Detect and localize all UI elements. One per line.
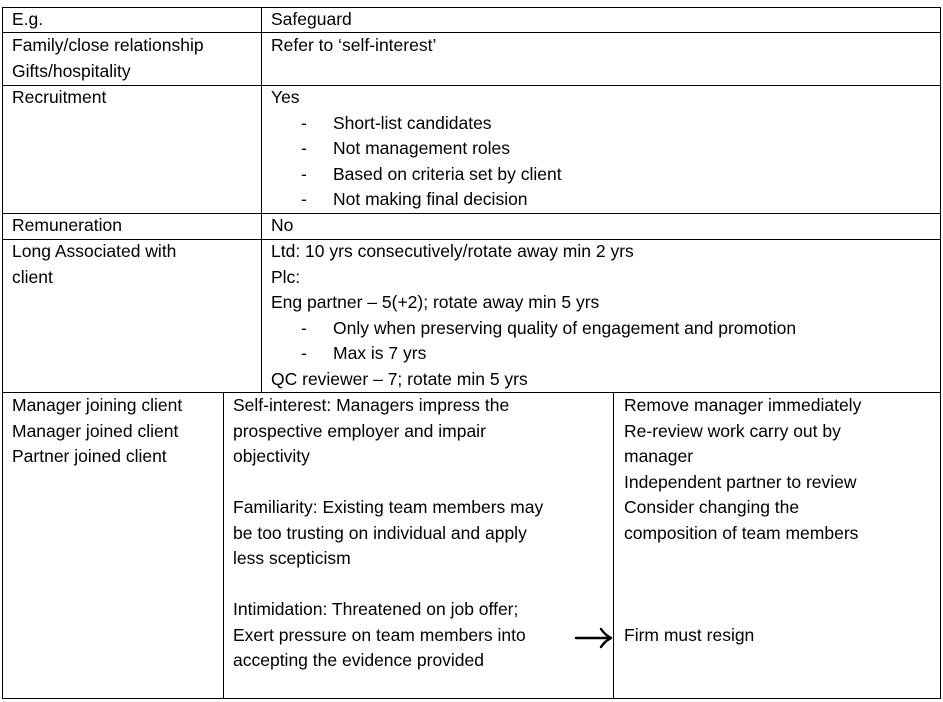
row-family-safeguard: Refer to ‘self-interest’ bbox=[271, 35, 437, 55]
intimidation-line: Intimidation: Threatened on job offer; bbox=[233, 599, 519, 619]
row-long-association-right bbox=[271, 239, 796, 392]
row-long-association-label-1: Long Associated with bbox=[12, 241, 177, 261]
row-recruitment-label: Recruitment bbox=[12, 87, 107, 107]
manager-joining-label: Manager joining client bbox=[12, 395, 183, 415]
list-item-text: Only when preserving quality of engagement and promotion bbox=[333, 317, 797, 338]
self-interest-line: objectivity bbox=[233, 446, 310, 466]
spacer bbox=[624, 572, 861, 598]
eng-partner-rotation: Eng partner – 5(+2); rotate away min 5 yrs bbox=[271, 292, 600, 312]
safeguard-line: manager bbox=[624, 446, 694, 466]
safeguard-line: Remove manager immediately bbox=[624, 395, 862, 415]
row-recruitment-right bbox=[271, 85, 562, 213]
bottom-left-cell bbox=[12, 393, 182, 470]
plc-label: Plc: bbox=[271, 266, 301, 287]
row-remuneration-label: Remuneration bbox=[12, 215, 122, 235]
column-divider bbox=[261, 7, 262, 392]
list-item bbox=[271, 111, 562, 137]
self-interest-line: prospective employer and impair bbox=[233, 420, 486, 441]
list-item-text: Based on criteria set by client bbox=[333, 163, 562, 184]
table-border-top bbox=[2, 7, 941, 8]
safeguard-line: Consider changing the bbox=[624, 497, 800, 517]
bottom-right-cell bbox=[624, 393, 861, 648]
safeguard-line: composition of team members bbox=[624, 522, 859, 543]
header-eg bbox=[12, 7, 43, 33]
row-family-label: Family/close relationship bbox=[12, 35, 204, 55]
row-remuneration-safeguard: No bbox=[271, 215, 294, 235]
ltd-rotation: Ltd: 10 yrs consecutively/rotate away min 2 yrs bbox=[271, 241, 634, 261]
list-item bbox=[271, 187, 562, 213]
row-recruitment-left bbox=[12, 85, 106, 111]
list-item-text: Not management roles bbox=[333, 138, 511, 158]
spacer bbox=[233, 470, 543, 496]
row-family-left bbox=[12, 33, 204, 84]
eng-partner-list bbox=[271, 316, 796, 367]
list-item-text: Not making final decision bbox=[333, 189, 528, 209]
table-border-left bbox=[2, 7, 3, 699]
spacer bbox=[624, 597, 861, 623]
row-long-association-left bbox=[12, 239, 176, 290]
self-interest-line: Self-interest: Managers impress the bbox=[233, 395, 510, 415]
bottom-middle-cell bbox=[233, 393, 543, 674]
row-divider bbox=[2, 213, 941, 214]
manager-joined-label: Manager joined client bbox=[12, 420, 179, 441]
row-remuneration-left bbox=[12, 213, 122, 239]
dash-bullet: - bbox=[301, 317, 307, 338]
list-item bbox=[271, 341, 796, 367]
right-arrow-icon bbox=[574, 626, 614, 650]
intimidation-line: Exert pressure on team members into bbox=[233, 624, 526, 645]
row-remuneration-right bbox=[271, 213, 293, 239]
dash-bullet: - bbox=[301, 112, 307, 133]
header-eg-label: E.g. bbox=[12, 9, 44, 29]
recruitment-list bbox=[271, 111, 562, 213]
safeguard-line: Independent partner to review bbox=[624, 471, 857, 492]
dash-bullet: - bbox=[301, 138, 307, 158]
table-border-bottom bbox=[2, 698, 941, 699]
row-family-right bbox=[271, 33, 436, 59]
list-item-text: Short-list candidates bbox=[333, 112, 492, 133]
firm-must-resign: Firm must resign bbox=[624, 624, 755, 645]
header-safeguard bbox=[271, 7, 352, 33]
row-gifts-label: Gifts/hospitality bbox=[12, 60, 131, 81]
safeguard-line: Re-review work carry out by bbox=[624, 420, 841, 441]
recruitment-intro: Yes bbox=[271, 87, 300, 107]
column-divider bbox=[613, 392, 614, 699]
spacer bbox=[233, 572, 543, 598]
list-item bbox=[271, 136, 562, 162]
dash-bullet: - bbox=[301, 343, 307, 363]
column-divider bbox=[223, 392, 224, 699]
list-item-text: Max is 7 yrs bbox=[333, 343, 427, 363]
qc-reviewer-rotation: QC reviewer – 7; rotate min 5 yrs bbox=[271, 368, 528, 389]
spacer bbox=[624, 546, 861, 572]
intimidation-line: accepting the evidence provided bbox=[233, 650, 485, 670]
table-border-right bbox=[940, 7, 941, 699]
row-long-association-label-2: client bbox=[12, 266, 53, 287]
dash-bullet: - bbox=[301, 189, 307, 209]
partner-joined-label: Partner joined client bbox=[12, 446, 167, 466]
header-safeguard-label: Safeguard bbox=[271, 9, 352, 29]
familiarity-line: less scepticism bbox=[233, 548, 351, 568]
dash-bullet: - bbox=[301, 163, 307, 184]
list-item bbox=[271, 316, 796, 342]
list-item bbox=[271, 162, 562, 188]
familiarity-line: be too trusting on individual and apply bbox=[233, 522, 527, 543]
familiarity-line: Familiarity: Existing team members may bbox=[233, 497, 544, 517]
